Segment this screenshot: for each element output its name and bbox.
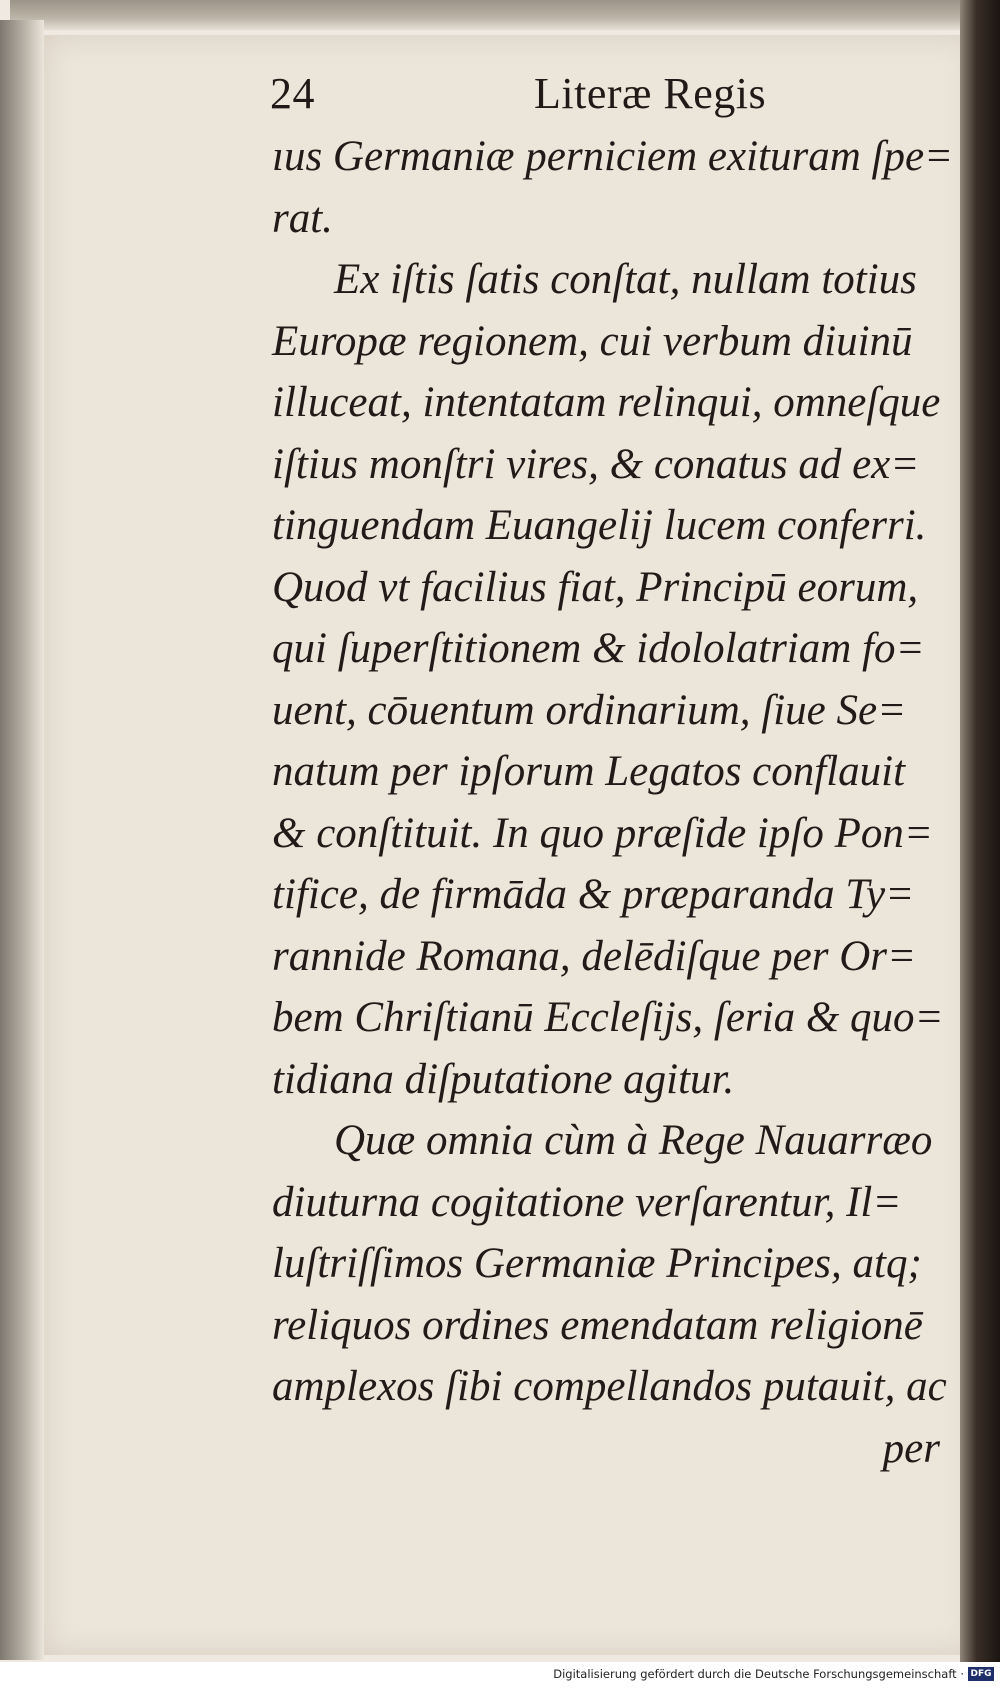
digitization-footer	[0, 1662, 1000, 1688]
text-line: uent, cōuentum ordinarium, ſiue Se=	[272, 686, 907, 734]
text-line: bem Chriſtianū Eccleſijs, ſeria & quo=	[272, 994, 944, 1041]
page-number: 24	[270, 69, 315, 118]
text-line: reliquos ordines emendatam religionē	[272, 1301, 923, 1349]
text-line: diuturna cogitatione verſarentur, Il=	[272, 1178, 902, 1226]
text-line: iſtius monſtri vires, & conatus ad ex=	[272, 440, 920, 488]
text-line: Europæ regionem, cui verbum diuinū	[272, 317, 913, 365]
text-line: tidiana diſputatione agitur.	[272, 1055, 735, 1103]
footer-credit: Digitalisierung gefördert durch die Deutsche Forschungsgemeinschaft ·	[553, 1667, 964, 1681]
text-line: ıus Germaniæ perniciem exituram ſpe=	[272, 133, 954, 180]
running-head	[268, 68, 828, 128]
book-left-edge	[0, 20, 44, 1660]
body-text	[272, 126, 952, 1479]
dfg-logo-icon: DFG	[968, 1667, 994, 1681]
text-line: & conſtituit. In quo præſide ipſo Pon=	[272, 809, 933, 857]
text-line: rannide Romana, delēdiſque per Or=	[272, 932, 917, 980]
text-line: Quod vt facilius fiat, Principū eorum,	[272, 563, 919, 611]
text-line: amplexos ſibi compellandos putauit, ac	[272, 1363, 947, 1410]
catchword: per	[882, 1424, 940, 1472]
text-line: qui ſuperſtitionem & idololatriam fo=	[272, 625, 925, 672]
text-line: tifice, de firmāda & præparanda Ty=	[272, 871, 915, 918]
text-line: Quæ omnia cùm à Rege Nauarræo	[334, 1117, 933, 1164]
text-line: tinguendam Euangelij lucem conferri.	[272, 502, 927, 549]
text-line: Ex iſtis ſatis conſtat, nullam totius	[334, 256, 917, 303]
text-line: luſtriſſimos Germaniæ Principes, atq;	[272, 1240, 922, 1287]
spine-shadow	[960, 0, 1000, 1662]
text-line: illuceat, intentatam relinqui, omneſque	[272, 379, 941, 426]
book-top-edge	[10, 0, 1000, 30]
running-title: Literæ Regis	[534, 69, 767, 118]
text-line: rat.	[272, 194, 333, 242]
text-line: natum per ipſorum Legatos conflauit	[272, 748, 906, 795]
